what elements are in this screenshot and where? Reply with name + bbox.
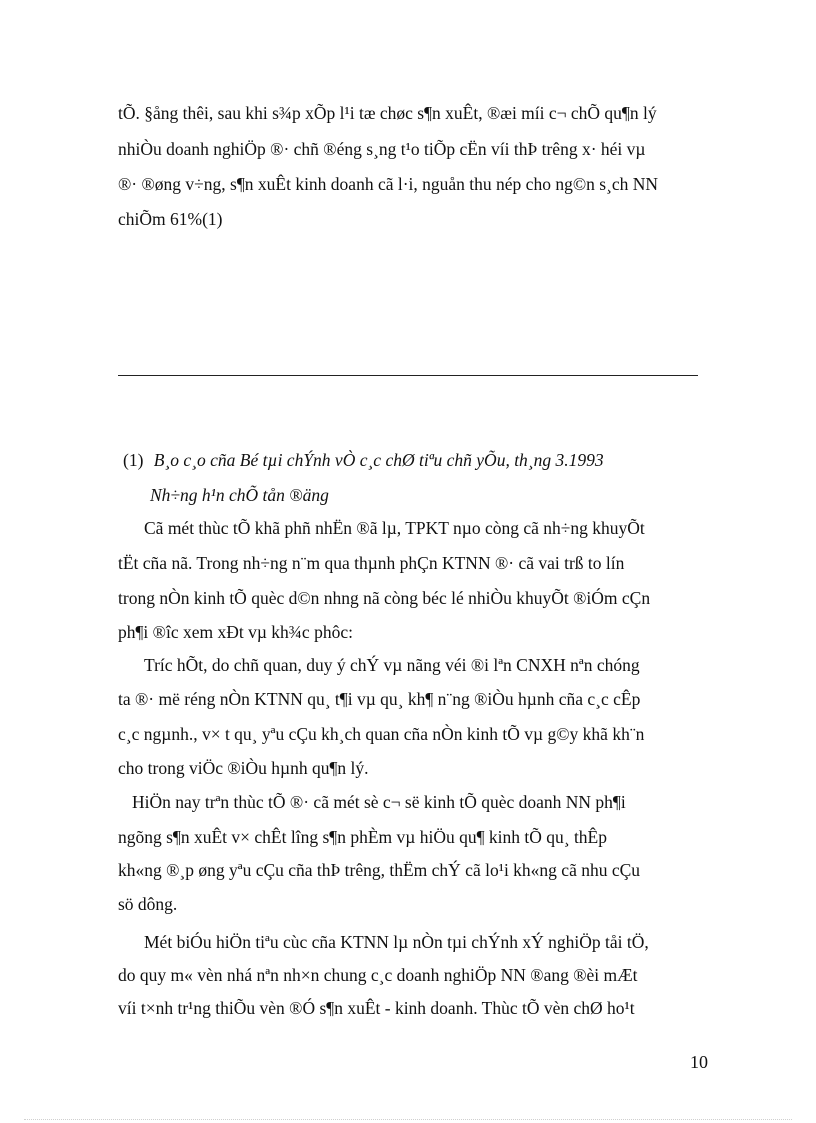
page-bottom-border [24,1119,792,1120]
top-paragraph-line-4: chiÕm 61%(1) [118,209,223,229]
body-line-15: víi t×nh tr¹ng thiÕu vèn ®Ó s¶n xuÊt - kinh doanh. Thùc tÕ vèn chØ ho¹t [118,998,635,1018]
page-number: 10 [690,1052,708,1072]
body-line-13: Mét biÓu hiÖn tiªu cùc cña KTNN lµ nÒn tµi chÝnh xÝ nghiÖp tåi tÖ, [144,932,649,952]
body-line-3: trong nÒn kinh tÕ quèc d©n nhng nã còng béc lé nhiÒu khuyÕt ®iÓm cÇn [118,588,651,608]
footnote [123,452,703,470]
body-line-2: tËt cña nã. Trong nh÷ng n¨m qua thµnh phÇn KTNN ®· cã vai trß to lín [118,553,625,573]
section-heading: Nh÷ng h¹n chÕ tån ®äng [150,485,329,505]
footnote-text: B¸o c¸o cña Bé tµi chÝnh vÒ c¸c chØ tiªu chñ yÕu, th¸ng 3.1993 [153,450,604,470]
body-line-8: cho trong viÖc ®iÒu hµnh qu¶n lý. [118,758,369,778]
top-paragraph-line-1: tÕ. §ång thêi, sau khi s¾p xÕp l¹i tæ chøc s¶n xuÊt, ®æi míi c¬ chÕ qu¶n lý [118,103,657,123]
body-line-1: Cã mét thùc tÕ khã phñ nhËn ®ã lµ, TPKT nµo còng cã nh÷ng khuyÕt [144,518,645,538]
body-line-7: c¸c ngµnh., v× t qu¸ yªu cÇu kh¸ch quan cña nÒn kinh tÕ vµ g©y khã kh¨n [118,724,645,744]
top-paragraph-line-2: nhiÒu doanh nghiÖp ®· chñ ®éng s¸ng t¹o tiÕp cËn víi thÞ trêng x· héi vµ [118,139,646,159]
body-line-12: sö dông. [118,894,178,914]
body-line-6: ta ®· më réng nÒn KTNN qu¸ t¶i vµ qu¸ kh¶ n¨ng ®iÒu hµnh cña c¸c cÊp [118,689,641,709]
body-line-5: Tríc hÕt, do chñ quan, duy ý chÝ vµ nãng véi ®i lªn CNXH nªn chóng [144,655,640,675]
footnote-divider [118,375,698,376]
footnote-number: (1) [123,450,144,470]
top-paragraph-line-3: ®· ®øng v÷ng, s¶n xuÊt kinh doanh cã l·i, nguån thu nép cho ng©n s¸ch NN [118,174,659,194]
body-line-14: do quy m« vèn nhá nªn nh×n chung c¸c doanh nghiÖp NN ®ang ®èi mÆt [118,965,638,985]
body-line-4: ph¶i ®îc xem xÐt vµ kh¾c phôc: [118,622,353,642]
body-line-9: HiÖn nay trªn thùc tÕ ®· cã mét sè c¬ së kinh tÕ quèc doanh NN ph¶i [132,792,626,812]
body-line-10: ngõng s¶n xuÊt v× chÊt lîng s¶n phÈm vµ hiÖu qu¶ kinh tÕ qu¸ thÊp [118,827,608,847]
body-line-11: kh«ng ®¸p øng yªu cÇu cña thÞ trêng, thËm chÝ cã lo¹i kh«ng cã nhu cÇu [118,860,641,880]
